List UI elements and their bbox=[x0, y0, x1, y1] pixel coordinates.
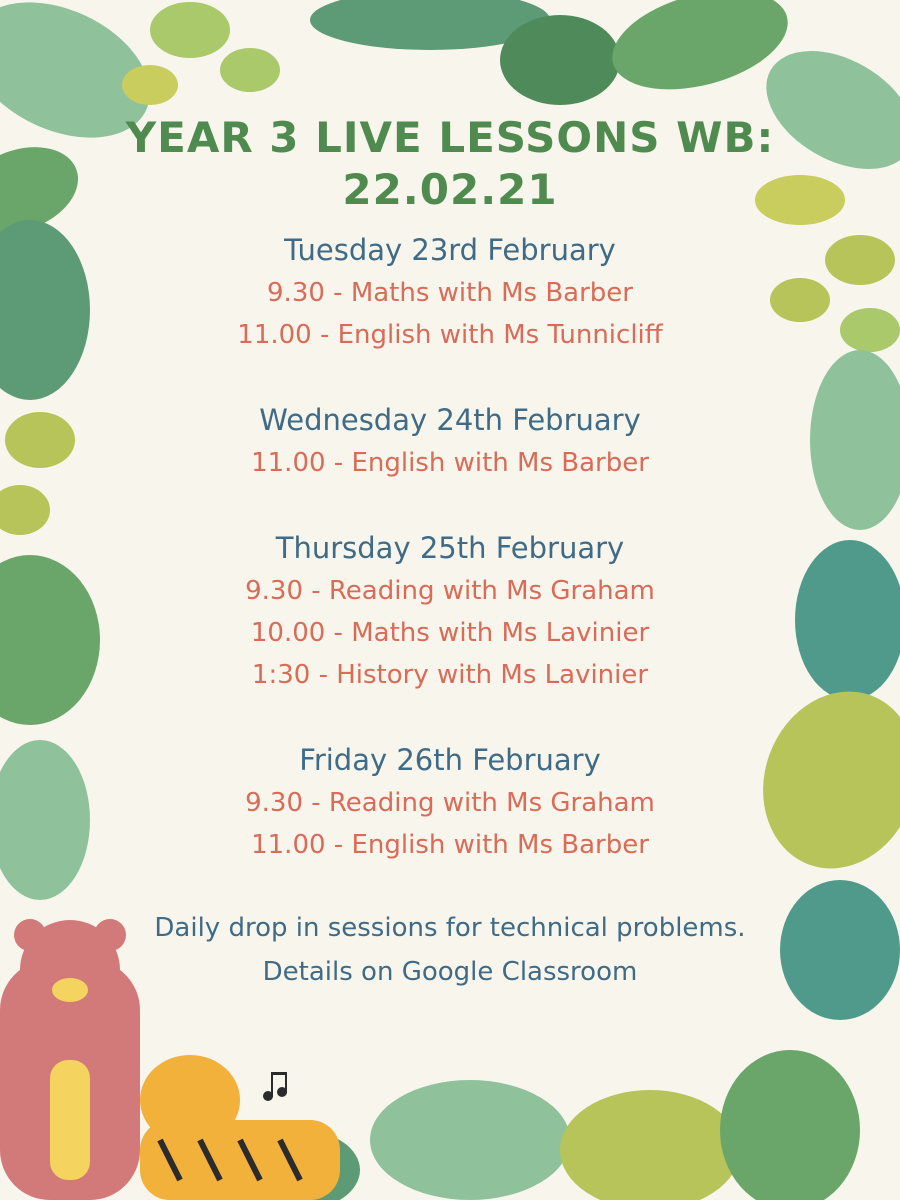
day-block-friday bbox=[100, 738, 800, 866]
day-block-tuesday bbox=[100, 228, 800, 356]
monstera-left bbox=[0, 555, 100, 900]
day-heading: Wednesday 24th February bbox=[259, 403, 641, 437]
schedule-list bbox=[100, 228, 800, 866]
day-heading: Thursday 25th February bbox=[275, 531, 625, 565]
tiger-illustration bbox=[140, 1055, 340, 1200]
day-block-wednesday bbox=[100, 398, 800, 484]
lesson-item: 9.30 - Maths with Ms Barber bbox=[267, 278, 633, 308]
schedule-content bbox=[100, 112, 800, 994]
title-line-2: 22.02.21 bbox=[342, 165, 558, 214]
lesson-item: 11.00 - English with Ms Barber bbox=[251, 830, 649, 860]
poster-title bbox=[100, 112, 800, 216]
lesson-item: 11.00 - English with Ms Barber bbox=[251, 448, 649, 478]
lesson-item: 11.00 - English with Ms Tunnicliff bbox=[237, 320, 663, 350]
palm-leaves-left bbox=[0, 220, 90, 400]
lesson-item: 9.30 - Reading with Ms Graham bbox=[245, 788, 655, 818]
day-heading: Friday 26th February bbox=[299, 743, 601, 777]
teal-leaves-right bbox=[795, 540, 900, 700]
technical-help-note bbox=[100, 906, 800, 994]
lesson-item: 9.30 - Reading with Ms Graham bbox=[245, 576, 655, 606]
title-line-1: YEAR 3 LIVE LESSONS WB: bbox=[125, 113, 775, 162]
music-note-icon bbox=[263, 1072, 287, 1101]
fern-fronds-top bbox=[122, 2, 280, 105]
day-heading: Tuesday 23rd February bbox=[284, 233, 616, 267]
round-leaves-left bbox=[0, 412, 75, 535]
note-line-1: Daily drop in sessions for technical problems. bbox=[154, 913, 746, 943]
lesson-item: 10.00 - Maths with Ms Lavinier bbox=[250, 618, 650, 648]
day-block-thursday bbox=[100, 526, 800, 696]
fern-right bbox=[810, 350, 900, 530]
note-line-2: Details on Google Classroom bbox=[262, 957, 638, 987]
palm-leaf-top bbox=[310, 0, 620, 105]
lesson-item: 1:30 - History with Ms Lavinier bbox=[251, 660, 649, 690]
